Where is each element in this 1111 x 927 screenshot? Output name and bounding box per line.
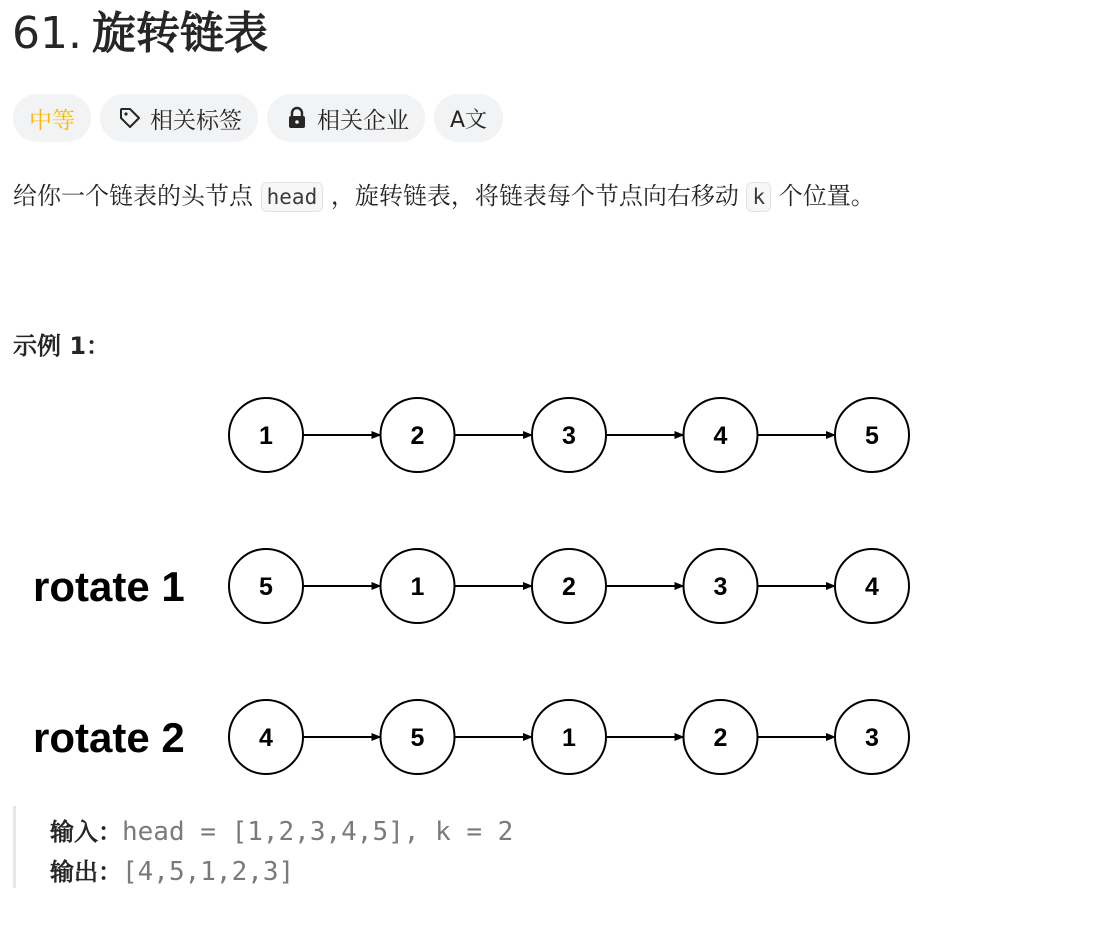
node-value: 1 (562, 724, 576, 752)
related-companies-label: 相关企业 (317, 107, 409, 134)
tag-icon (116, 104, 144, 132)
node-value: 4 (865, 573, 879, 601)
problem-number: 61. (12, 8, 82, 59)
node-value: 4 (259, 724, 273, 752)
tag-bar (13, 94, 503, 142)
translate-button[interactable] (434, 94, 503, 142)
row-label: rotate 2 (33, 714, 185, 761)
related-tags-button[interactable] (100, 94, 258, 142)
problem-description: 给你一个链表的头节点 head ，旋转链表，将链表每个节点向右移动 k 个位置。 (13, 182, 875, 210)
node-value: 3 (562, 422, 576, 450)
problem-title: 旋转链表 (91, 8, 268, 59)
related-tags-label: 相关标签 (150, 107, 242, 134)
difficulty-label: 中等 (29, 107, 75, 134)
node-value: 5 (865, 422, 879, 450)
example-input-line: 输入：head = [1,2,3,4,5], k = 2 (50, 817, 514, 847)
node-value: 4 (713, 422, 728, 450)
node-value: 2 (713, 724, 728, 752)
node-value: 1 (259, 422, 273, 450)
lock-icon (283, 104, 311, 132)
example-block (13, 806, 616, 888)
page-title (12, 4, 268, 64)
node-value: 1 (410, 573, 425, 601)
node-value: 3 (865, 724, 879, 752)
translate-icon: A文 (450, 107, 488, 133)
node-value: 5 (259, 573, 273, 601)
difficulty-badge[interactable] (13, 94, 91, 142)
code-k: k (746, 182, 771, 212)
related-companies-button[interactable] (267, 94, 425, 142)
linked-list-diagram (0, 380, 1111, 790)
node-value: 2 (410, 422, 425, 450)
code-head: head (261, 182, 324, 212)
node-value: 3 (713, 573, 728, 601)
example-output-line: 输出：[4,5,1,2,3] (50, 857, 295, 887)
node-value: 2 (562, 573, 576, 601)
example-title: 示例 1： (13, 332, 111, 360)
row-label: rotate 1 (33, 563, 185, 610)
node-value: 5 (410, 724, 425, 752)
